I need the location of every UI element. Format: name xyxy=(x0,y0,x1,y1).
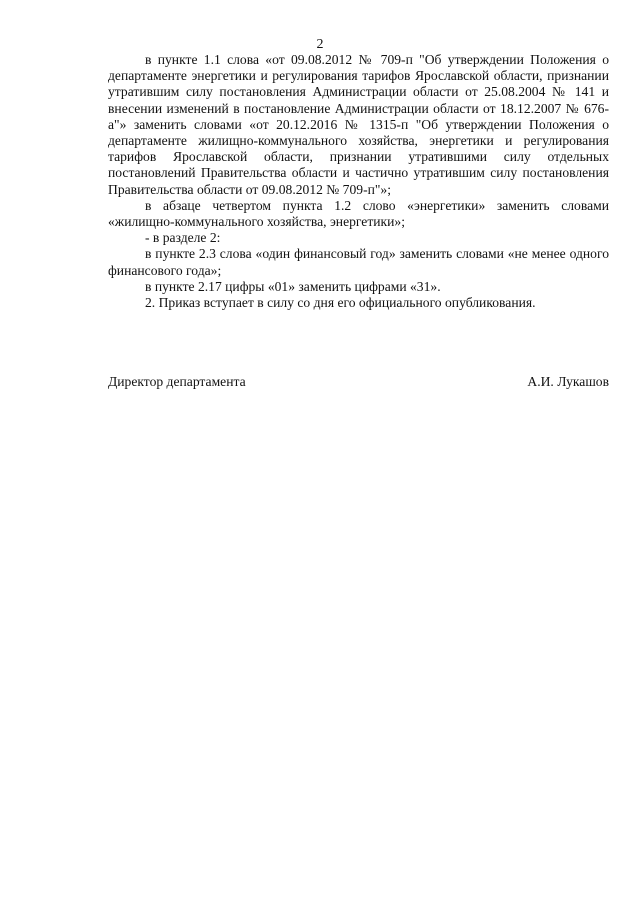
paragraph-amendment-2-3: в пункте 2.3 слова «один финансовый год» заменить словами «не менее одного финансового года»; xyxy=(108,246,609,278)
paragraph-amendment-2-17: в пункте 2.17 цифры «01» заменить цифрами «31». xyxy=(145,278,441,294)
paragraph-amendment-1-1: в пункте 1.1 слова «от 09.08.2012 № 709-п "Об утверждении Положения о департаменте энергетики и регулирования тарифов Ярославской области, признании утратившим силу постановления Администрации области от 25.08.2004 № 141 и внесении изменений в постановление Администрации области от 18.12.2007 № 676-а"» заменить словами «от 20.12.2016 № 1315-п "Об утверждении Положения о департаменте жилищно-коммунального хозяйства, энергетики и регулирования тарифов Ярославской области, признании утратившими силу отдельных постановлений Правительства области и частично утратившим силу постановления Правительства области от 09.08.2012 № 709-п"»; xyxy=(108,52,609,197)
paragraph-amendment-1-2: в абзаце четвертом пункта 1.2 слово «энергетики» заменить словами «жилищно-коммунального хозяйства, энергетики»; xyxy=(108,197,609,230)
signature-position: Директор департамента xyxy=(108,374,246,389)
document-body xyxy=(108,52,609,311)
page-number: 2 xyxy=(316,37,324,52)
paragraph-section-2: - в разделе 2: xyxy=(145,230,221,246)
signature-block xyxy=(108,373,609,390)
signature-name: А.И. Лукашов xyxy=(527,374,609,389)
paragraph-effective-date: 2. Приказ вступает в силу со дня его официального опубликования. xyxy=(145,295,536,311)
